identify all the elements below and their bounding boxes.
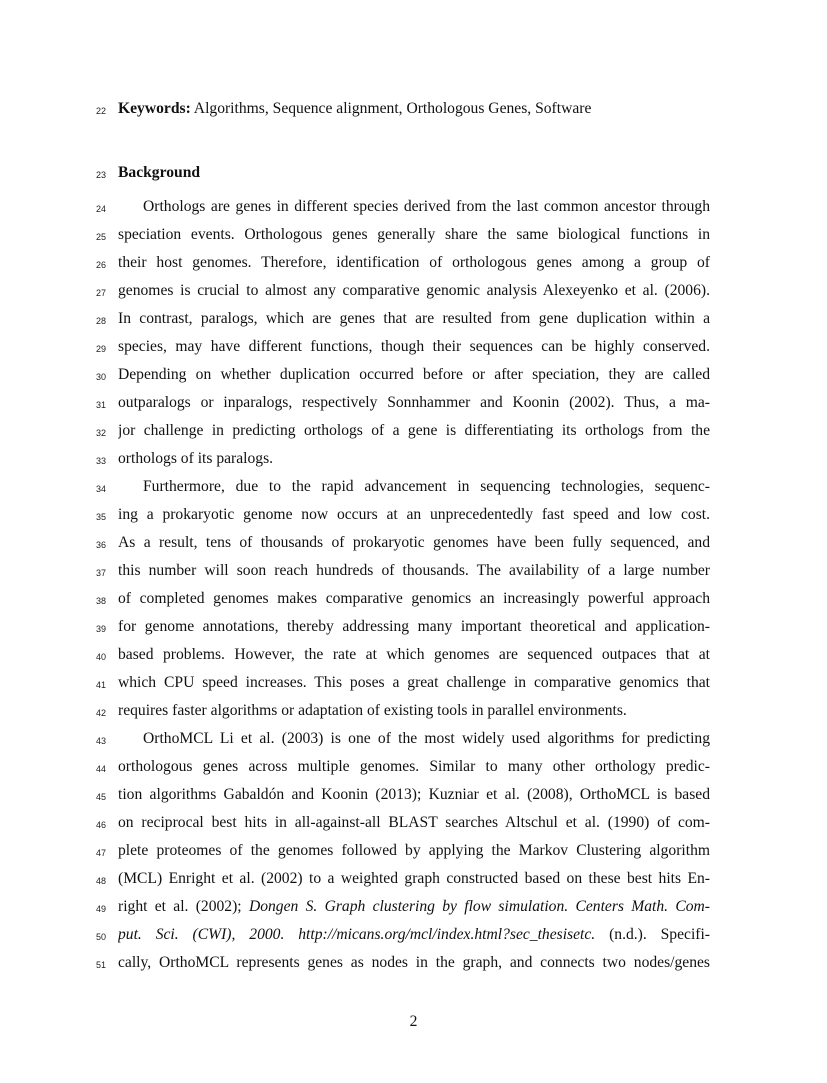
line-number: 46 bbox=[95, 820, 106, 830]
keywords-list: Algorithms, Sequence alignment, Orthologous Genes, Software bbox=[190, 100, 592, 117]
body-line bbox=[0, 865, 827, 893]
line-text bbox=[118, 893, 710, 921]
line-number: 28 bbox=[95, 316, 106, 326]
line-number: 44 bbox=[95, 764, 106, 774]
line-number: 33 bbox=[95, 456, 106, 466]
section-title: Background bbox=[118, 164, 201, 181]
line-number: 30 bbox=[95, 372, 106, 382]
line-text: species, may have different functions, though their sequences can be highly conserved. bbox=[118, 338, 710, 355]
line-text: cally, OrthoMCL represents genes as nodes in the graph, and connects two nodes/genes bbox=[118, 954, 710, 971]
body-line bbox=[0, 445, 827, 473]
body-line bbox=[0, 585, 827, 613]
body-line bbox=[0, 809, 827, 837]
body-line bbox=[0, 641, 827, 669]
line-text: of completed genomes makes comparative genomics an increasingly powerful approach bbox=[118, 590, 710, 607]
body-line bbox=[0, 473, 827, 501]
line-number: 50 bbox=[95, 932, 106, 942]
body-line bbox=[0, 697, 827, 725]
line-text: In contrast, paralogs, which are genes that are resulted from gene duplication within a bbox=[118, 310, 710, 327]
body-line bbox=[0, 753, 827, 781]
line-text: for genome annotations, thereby addressing many important theoretical and application- bbox=[118, 618, 710, 635]
line-number: 48 bbox=[95, 876, 106, 886]
body-line bbox=[0, 725, 827, 753]
body-line bbox=[0, 305, 827, 333]
body-line bbox=[0, 417, 827, 445]
line-number: 43 bbox=[95, 736, 106, 746]
line-text: OrthoMCL Li et al. (2003) is one of the most widely used algorithms for predicting bbox=[143, 730, 710, 747]
line-text: their host genomes. Therefore, identification of orthologous genes among a group of bbox=[118, 254, 710, 271]
line-text: speciation events. Orthologous genes generally share the same biological functions in bbox=[118, 226, 710, 243]
line-number: 24 bbox=[95, 204, 106, 214]
line-number: 49 bbox=[95, 904, 106, 914]
line-text: ing a prokaryotic genome now occurs at an unprecedentedly fast speed and low cost. bbox=[118, 506, 710, 523]
body-line bbox=[0, 333, 827, 361]
line-number: 45 bbox=[95, 792, 106, 802]
keywords-line bbox=[0, 95, 827, 123]
line-text: orthologs of its paralogs. bbox=[118, 450, 274, 467]
line-text: jor challenge in predicting orthologs of a gene is differentiating its orthologs from the bbox=[118, 422, 710, 439]
line-text: based problems. However, the rate at which genomes are sequenced outpaces that at bbox=[118, 646, 710, 663]
body-line bbox=[0, 837, 827, 865]
body-line bbox=[0, 949, 827, 977]
line-text: genomes is crucial to almost any comparative genomic analysis Alexeyenko et al. (2006). bbox=[118, 282, 710, 299]
line-text bbox=[118, 921, 710, 949]
line-text-regular: (n.d.). Specifi- bbox=[595, 926, 710, 943]
line-number: 37 bbox=[95, 568, 106, 578]
line-number: 42 bbox=[95, 708, 106, 718]
body-line bbox=[0, 921, 827, 949]
section-heading-row bbox=[0, 159, 827, 187]
citation-italic: Dongen S. Graph clustering by flow simulation. Centers Math. Com- bbox=[248, 898, 710, 915]
line-text: plete proteomes of the genomes followed by applying the Markov Clustering algorithm bbox=[118, 842, 710, 859]
line-text: Depending on whether duplication occurred before or after speciation, they are called bbox=[118, 366, 710, 383]
page-number: 2 bbox=[409, 1013, 418, 1030]
body-line bbox=[0, 781, 827, 809]
line-text: orthologous genes across multiple genomes. Similar to many other orthology predic- bbox=[118, 758, 710, 775]
line-text: (MCL) Enright et al. (2002) to a weighted graph constructed based on these best hits En- bbox=[118, 870, 710, 887]
line-text: tion algorithms Gabaldón and Koonin (2013); Kuzniar et al. (2008), OrthoMCL is based bbox=[118, 786, 710, 803]
line-number: 23 bbox=[95, 170, 106, 180]
line-number: 38 bbox=[95, 596, 106, 606]
line-text: outparalogs or inparalogs, respectively Sonnhammer and Koonin (2002). Thus, a ma- bbox=[118, 394, 710, 411]
line-text: Furthermore, due to the rapid advancement in sequencing technologies, sequenc- bbox=[143, 478, 710, 495]
body-line bbox=[0, 529, 827, 557]
line-number: 32 bbox=[95, 428, 106, 438]
body-line bbox=[0, 193, 827, 221]
line-number: 36 bbox=[95, 540, 106, 550]
body-line bbox=[0, 669, 827, 697]
line-text: this number will soon reach hundreds of thousands. The availability of a large number bbox=[118, 562, 710, 579]
line-number: 27 bbox=[95, 288, 106, 298]
line-number: 34 bbox=[95, 484, 106, 494]
body-line bbox=[0, 249, 827, 277]
line-text: on reciprocal best hits in all-against-all BLAST searches Altschul et al. (1990) of com- bbox=[118, 814, 710, 831]
body-line bbox=[0, 557, 827, 585]
body-line bbox=[0, 501, 827, 529]
line-number: 41 bbox=[95, 680, 106, 690]
line-number: 26 bbox=[95, 260, 106, 270]
line-number: 51 bbox=[95, 960, 106, 970]
line-text: As a result, tens of thousands of prokaryotic genomes have been fully sequenced, and bbox=[118, 534, 710, 551]
line-number: 39 bbox=[95, 624, 106, 634]
body-line bbox=[0, 389, 827, 417]
line-number: 31 bbox=[95, 400, 106, 410]
line-text: Orthologs are genes in different species derived from the last common ancestor through bbox=[143, 198, 710, 215]
line-number: 47 bbox=[95, 848, 106, 858]
keywords-label: Keywords: bbox=[118, 100, 191, 117]
line-text: requires faster algorithms or adaptation of existing tools in parallel environments. bbox=[118, 702, 627, 719]
body-line bbox=[0, 221, 827, 249]
line-number: 40 bbox=[95, 652, 106, 662]
line-number: 35 bbox=[95, 512, 106, 522]
citation-italic: put. Sci. (CWI), 2000. http://micans.org/mcl/index.html?sec_thesisetc. bbox=[118, 926, 596, 943]
line-text-regular: right et al. (2002); bbox=[118, 898, 249, 915]
line-number: 25 bbox=[95, 232, 106, 242]
line-number: 29 bbox=[95, 344, 106, 354]
body-line bbox=[0, 361, 827, 389]
line-number: 22 bbox=[95, 106, 106, 116]
body-line bbox=[0, 893, 827, 921]
body-line bbox=[0, 277, 827, 305]
keywords-text bbox=[118, 95, 710, 123]
body-line bbox=[0, 613, 827, 641]
line-text: which CPU speed increases. This poses a great challenge in comparative genomics that bbox=[118, 674, 710, 691]
